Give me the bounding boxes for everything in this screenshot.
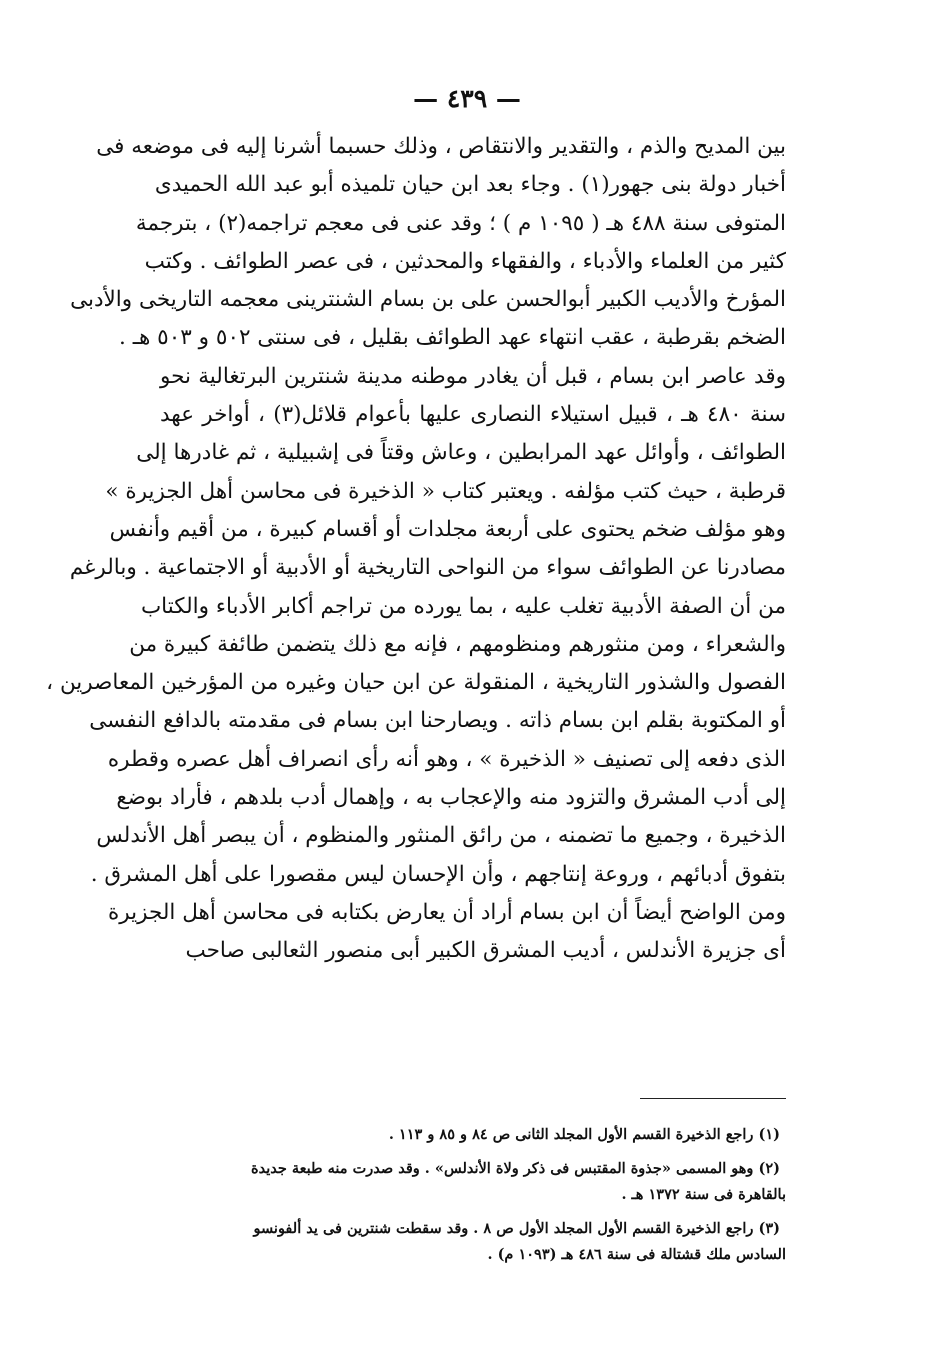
text-line: الذى دفعه إلى تصنيف « الذخيرة » ، وهو أنه رأى انصراف أهل عصره وقطره xyxy=(107,746,786,772)
text-line: إلى أدب المشرق والتزود منه والإعجاب به ، وإهمال أدب بلدهم ، فأراد بوضع xyxy=(116,785,786,811)
footnote-line: (٢) وهو المسمى «جذوة المقتبس فى ذكر ولاة الأندلس» . وقد صدرت منه طبعة جديدة xyxy=(251,1160,780,1177)
text-line: قرطبة ، حيث كتب مؤلفه . ويعتبر كتاب « الذخيرة فى محاسن أهل الجزيرة » xyxy=(105,478,786,504)
main-text xyxy=(46,128,786,971)
text-line: وقد عاصر ابن بسام ، قبل أن يغادر موطنه مدينة شنترين البرتغالية نحو xyxy=(160,363,786,389)
text-line: الذخيرة ، وجميع ما تضمنه ، من رائق المنثور والمنظوم ، أن يبصر أهل الأندلس xyxy=(96,823,786,849)
page-number: — ٤٣٩ — xyxy=(413,84,521,113)
text-line: ومن الواضح أيضاً أن ابن بسام أراد أن يعارض بكتابه فى محاسن أهل الجزيرة xyxy=(108,899,786,925)
text-line: وهو مؤلف ضخم يحتوى على أربعة مجلدات أو أقسام كبيرة ، من أقيم وأنفس xyxy=(109,516,786,542)
text-line: من أن الصفة الأدبية تغلب عليه ، بما يورده من تراجم أكابر الأدباء والكتاب xyxy=(140,593,786,619)
text-line: المتوفى سنة ٤٨٨ هـ ( ١٠٩٥ م ) ؛ وقد عنى فى معجم تراجمه(٢) ، بترجمة xyxy=(135,210,786,236)
text-line: سنة ٤٨٠ هـ ، قبيل استيلاء النصارى عليها بأعوام قلائل(٣) ، أواخر عهد xyxy=(160,402,786,428)
footnote-3 xyxy=(160,1216,786,1268)
footnote-2 xyxy=(160,1156,786,1208)
footnote-1 xyxy=(160,1122,786,1148)
text-line: بين المديح والذم ، والتقدير والانتقاص ، وذلك حسبما أشرنا إليه فى موضعه فى xyxy=(96,134,786,159)
text-line: كثير من العلماء والأدباء ، والفقهاء والمحدثين ، فى عصر الطوائف . وكتب xyxy=(144,248,786,274)
footnote-divider xyxy=(640,1098,786,1099)
text-line: والشعراء ، ومن منثورهم ومنظومهم ، فإنه مع ذلك يتضمن طائفة كبيرة من xyxy=(129,631,786,657)
footnote-line: السادس ملك قشتالة فى سنة ٤٨٦ هـ (١٠٩٣ م) . xyxy=(487,1246,786,1263)
text-line: الفصول والشذور التاريخية ، المنقولة عن ابن حيان وغيره من المؤرخين المعاصرين ، xyxy=(46,670,786,696)
footnote-line: بالقاهرة فى سنة ١٣٧٢ هـ . xyxy=(621,1186,786,1203)
footnotes xyxy=(160,1122,786,1276)
text-line: أو المكتوبة بقلم ابن بسام ذاته . ويصارحنا ابن بسام فى مقدمته بالدافع النفسى xyxy=(89,708,786,734)
text-line: الضخم بقرطبة ، عقب انتهاء عهد الطوائف بقليل ، فى سنتى ٥٠٢ و ٥٠٣ هـ . xyxy=(119,325,786,351)
footnote-line: (١) راجع الذخيرة القسم الأول المجلد الثانى ص ٨٤ و ٨٥ و ١١٣ . xyxy=(388,1126,780,1143)
text-line: المؤرخ والأديب الكبير أبوالحسن على بن بسام الشنترينى معجمه التاريخى والأدبى xyxy=(70,287,786,313)
text-line: أى جزيرة الأندلس ، أديب المشرق الكبير أبى منصور الثعالبى صاحب xyxy=(185,938,786,964)
text-line: الطوائف ، وأوائل عهد المرابطين ، وعاش وقتاً فى إشبيلية ، ثم غادرها إلى xyxy=(136,440,786,466)
text-line: مصادرنا عن الطوائف سواء من النواحى التاريخية أو الأدبية أو الاجتماعية . وبالرغم xyxy=(69,555,786,581)
text-line: أخبار دولة بنى جهور(١) . وجاء بعد ابن حيان تلميذه أبو عبد الله الحميدى xyxy=(154,172,786,198)
footnote-line: (٣) راجع الذخيرة القسم الأول المجلد الأول ص ٨ . وقد سقطت شنترين فى يد ألفونسو xyxy=(253,1220,780,1237)
text-line: بتفوق أدبائهم ، وروعة إنتاجهم ، وأن الإحسان ليس مقصورا على أهل المشرق . xyxy=(90,861,786,887)
